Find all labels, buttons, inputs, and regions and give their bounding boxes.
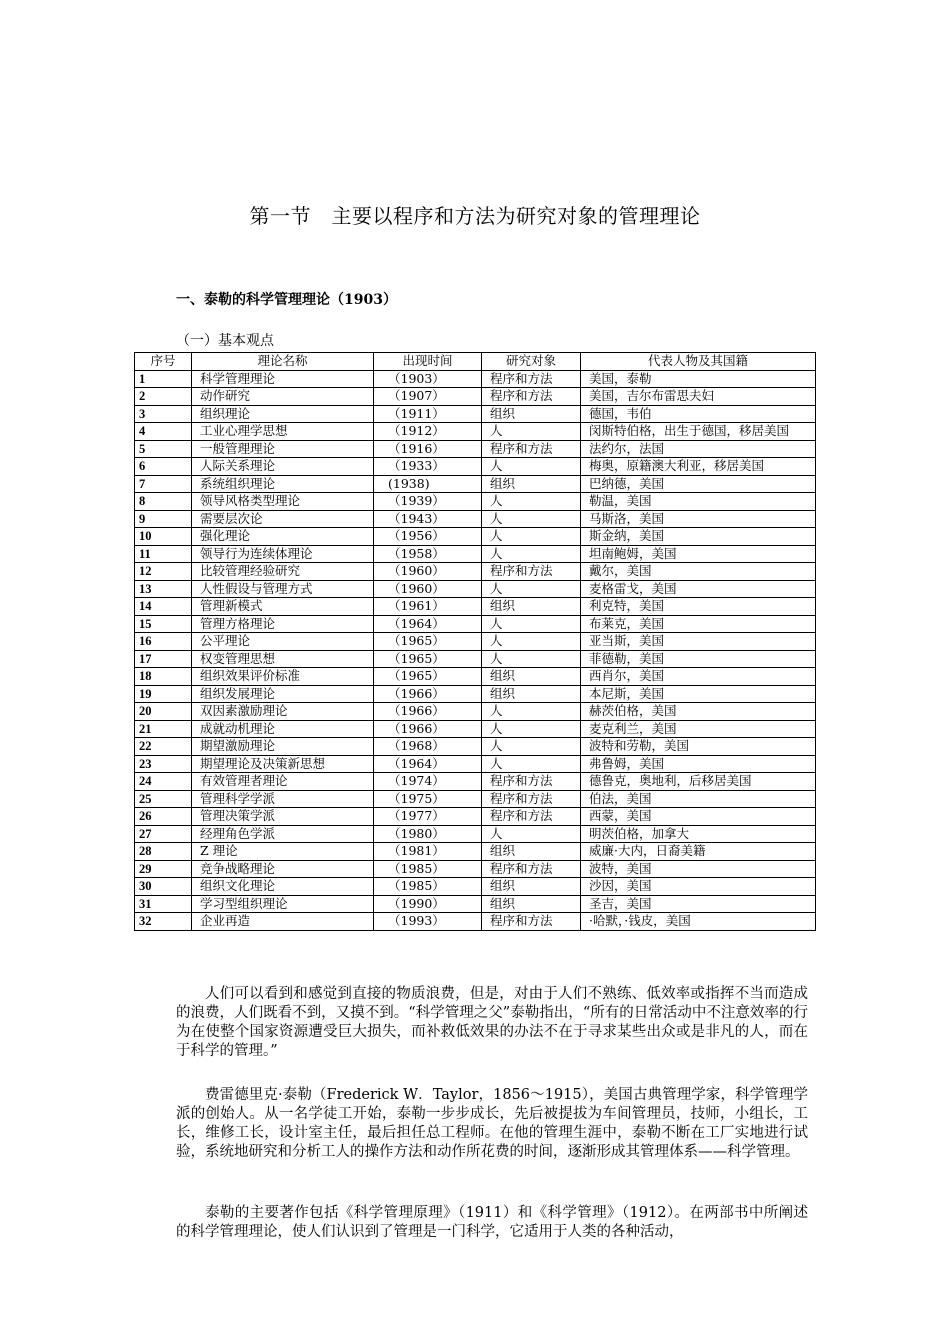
research-object-cell: 程序和方法 — [482, 860, 581, 878]
theory-name-cell: 管理决策学派 — [192, 808, 374, 826]
research-object-cell: 组织 — [482, 475, 581, 493]
theory-name-cell: 组织发展理论 — [192, 685, 374, 703]
table-row — [135, 440, 816, 458]
theory-name-cell: 组织理论 — [192, 405, 374, 423]
theory-year-cell: （1966） — [374, 720, 482, 738]
theory-year-cell: （1912） — [374, 423, 482, 441]
row-number-cell: 23 — [135, 755, 192, 773]
column-header-year: 出现时间 — [374, 353, 482, 371]
research-object-cell: 程序和方法 — [482, 913, 581, 931]
table-row — [135, 580, 816, 598]
theory-name-cell: 双因素激励理论 — [192, 703, 374, 721]
theory-year-cell: （1907） — [374, 388, 482, 406]
row-number-cell: 30 — [135, 878, 192, 896]
theory-year-cell: （1961） — [374, 598, 482, 616]
column-header-object: 研究对象 — [482, 353, 581, 371]
theory-name-cell: 人际关系理论 — [192, 458, 374, 476]
row-number-cell: 12 — [135, 563, 192, 581]
theory-name-cell: 权变管理思想 — [192, 650, 374, 668]
research-object-cell: 组织 — [482, 895, 581, 913]
row-number-cell: 31 — [135, 895, 192, 913]
table-row — [135, 510, 816, 528]
theory-table — [134, 352, 816, 931]
representative-cell: 美国，吉尔布雷思夫妇 — [581, 388, 816, 406]
column-header-people: 代表人物及其国籍 — [581, 353, 816, 371]
column-header-no: 序号 — [135, 353, 192, 371]
table-row — [135, 615, 816, 633]
theory-year-cell: （1903） — [374, 370, 482, 388]
table-body — [135, 370, 816, 930]
table-row — [135, 878, 816, 896]
row-number-cell: 20 — [135, 703, 192, 721]
representative-cell: 圣吉，美国 — [581, 895, 816, 913]
theory-year-cell: （1965） — [374, 650, 482, 668]
theory-year-cell: （1968） — [374, 738, 482, 756]
research-object-cell: 组织 — [482, 843, 581, 861]
row-number-cell: 16 — [135, 633, 192, 651]
paragraph-taylor-works: 泰勒的主要著作包括《科学管理原理》（1911）和《科学管理》（1912）。在两部书中所阐述的科学管理理论，使人们认识到了管理是一门科学，它适用于人类的各种活动， — [176, 1204, 808, 1240]
representative-cell: 本尼斯，美国 — [581, 685, 816, 703]
theory-year-cell: (1938) — [374, 475, 482, 493]
theory-year-cell: （1974） — [374, 773, 482, 791]
row-number-cell: 17 — [135, 650, 192, 668]
theory-year-cell: （1985） — [374, 878, 482, 896]
table-row — [135, 528, 816, 546]
research-object-cell: 程序和方法 — [482, 563, 581, 581]
research-object-cell: 人 — [482, 720, 581, 738]
research-object-cell: 程序和方法 — [482, 773, 581, 791]
table-row — [135, 633, 816, 651]
table-row — [135, 843, 816, 861]
table-row — [135, 388, 816, 406]
row-number-cell: 28 — [135, 843, 192, 861]
table-row — [135, 545, 816, 563]
representative-cell: 西蒙，美国 — [581, 808, 816, 826]
table-row — [135, 790, 816, 808]
research-object-cell: 人 — [482, 738, 581, 756]
row-number-cell: 14 — [135, 598, 192, 616]
table-row — [135, 773, 816, 791]
row-number-cell: 24 — [135, 773, 192, 791]
row-number-cell: 4 — [135, 423, 192, 441]
theory-name-cell: 领导风格类型理论 — [192, 493, 374, 511]
row-number-cell: 1 — [135, 370, 192, 388]
research-object-cell: 程序和方法 — [482, 370, 581, 388]
theory-name-cell: 人性假设与管理方式 — [192, 580, 374, 598]
theory-name-cell: 学习型组织理论 — [192, 895, 374, 913]
representative-cell: 勒温，美国 — [581, 493, 816, 511]
theory-year-cell: （1990） — [374, 895, 482, 913]
theory-year-cell: （1977） — [374, 808, 482, 826]
table-row — [135, 405, 816, 423]
table-row — [135, 458, 816, 476]
representative-cell: 马斯洛，美国 — [581, 510, 816, 528]
theory-year-cell: （1985） — [374, 860, 482, 878]
table-row — [135, 475, 816, 493]
row-number-cell: 29 — [135, 860, 192, 878]
row-number-cell: 13 — [135, 580, 192, 598]
representative-cell: 沙因，美国 — [581, 878, 816, 896]
theory-name-cell: 科学管理理论 — [192, 370, 374, 388]
research-object-cell: 程序和方法 — [482, 388, 581, 406]
theory-name-cell: 一般管理理论 — [192, 440, 374, 458]
research-object-cell: 组织 — [482, 685, 581, 703]
row-number-cell: 19 — [135, 685, 192, 703]
row-number-cell: 18 — [135, 668, 192, 686]
representative-cell: 法约尔，法国 — [581, 440, 816, 458]
row-number-cell: 15 — [135, 615, 192, 633]
theory-name-cell: 管理方格理论 — [192, 615, 374, 633]
research-object-cell: 程序和方法 — [482, 440, 581, 458]
representative-cell: 菲德勒，美国 — [581, 650, 816, 668]
representative-cell: 巴纳德，美国 — [581, 475, 816, 493]
theory-name-cell: 成就动机理论 — [192, 720, 374, 738]
theory-name-cell: 管理科学学派 — [192, 790, 374, 808]
row-number-cell: 5 — [135, 440, 192, 458]
theory-year-cell: （1964） — [374, 615, 482, 633]
row-number-cell: 7 — [135, 475, 192, 493]
row-number-cell: 2 — [135, 388, 192, 406]
theory-year-cell: （1993） — [374, 913, 482, 931]
theory-name-cell: 强化理论 — [192, 528, 374, 546]
row-number-cell: 10 — [135, 528, 192, 546]
representative-cell: 布莱克，美国 — [581, 615, 816, 633]
research-object-cell: 人 — [482, 458, 581, 476]
table-row — [135, 685, 816, 703]
theory-name-cell: 经理角色学派 — [192, 825, 374, 843]
representative-cell: 明茨伯格，加拿大 — [581, 825, 816, 843]
row-number-cell: 11 — [135, 545, 192, 563]
theory-name-cell: 系统组织理论 — [192, 475, 374, 493]
table-row — [135, 738, 816, 756]
theory-year-cell: （1981） — [374, 843, 482, 861]
representative-cell: ·哈默，·钱皮，美国 — [581, 913, 816, 931]
theory-name-cell: 企业再造 — [192, 913, 374, 931]
research-object-cell: 人 — [482, 528, 581, 546]
research-object-cell: 组织 — [482, 668, 581, 686]
row-number-cell: 9 — [135, 510, 192, 528]
research-object-cell: 人 — [482, 703, 581, 721]
theory-year-cell: （1964） — [374, 755, 482, 773]
theory-name-cell: 公平理论 — [192, 633, 374, 651]
representative-cell: 威廉·大内，日裔美籍 — [581, 843, 816, 861]
theory-year-cell: （1956） — [374, 528, 482, 546]
research-object-cell: 人 — [482, 615, 581, 633]
theory-year-cell: （1975） — [374, 790, 482, 808]
theory-name-cell: 期望理论及决策新思想 — [192, 755, 374, 773]
theory-name-cell: 有效管理者理论 — [192, 773, 374, 791]
table-row — [135, 423, 816, 441]
representative-cell: 坦南鲍姆，美国 — [581, 545, 816, 563]
research-object-cell: 组织 — [482, 598, 581, 616]
theory-name-cell: 比较管理经验研究 — [192, 563, 374, 581]
table-row — [135, 860, 816, 878]
representative-cell: 梅奥，原籍澳大利亚，移居美国 — [581, 458, 816, 476]
table-row — [135, 370, 816, 388]
research-object-cell: 人 — [482, 633, 581, 651]
representative-cell: 戴尔，美国 — [581, 563, 816, 581]
theory-name-cell: 期望激励理论 — [192, 738, 374, 756]
representative-cell: 德鲁克，奥地利，后移居美国 — [581, 773, 816, 791]
theory-name-cell: 管理新模式 — [192, 598, 374, 616]
representative-cell: 西肖尔，美国 — [581, 668, 816, 686]
table-row — [135, 493, 816, 511]
representative-cell: 麦克利兰，美国 — [581, 720, 816, 738]
table-row — [135, 668, 816, 686]
table-row — [135, 808, 816, 826]
theory-year-cell: （1916） — [374, 440, 482, 458]
table-row — [135, 755, 816, 773]
representative-cell: 德国，韦伯 — [581, 405, 816, 423]
representative-cell: 斯金纳，美国 — [581, 528, 816, 546]
table-row — [135, 563, 816, 581]
representative-cell: 波特和劳勒，美国 — [581, 738, 816, 756]
research-object-cell: 人 — [482, 493, 581, 511]
representative-cell: 美国，泰勒 — [581, 370, 816, 388]
paragraph-taylor-bio: 费雷德里克·泰勒（Frederick W．Taylor，1856～1915），美国古典管理学家，科学管理学派的创始人。从一名学徒工开始，泰勒一步步成长，先后被提拔为车间管理员，技师，小组长，工长，维修工长，设计室主任，最后担任总工程师。在他的管理生涯中，泰勒不断在工厂实地进行试验，系统地研究和分析工人的操作方法和动作所花费的时间，逐渐形成其管理体系——科学管理。 — [176, 1086, 808, 1160]
theory-name-cell: 组织文化理论 — [192, 878, 374, 896]
research-object-cell: 组织 — [482, 405, 581, 423]
theory-name-cell: 组织效果评价标准 — [192, 668, 374, 686]
representative-cell: 弗鲁姆，美国 — [581, 755, 816, 773]
row-number-cell: 6 — [135, 458, 192, 476]
theory-name-cell: 动作研究 — [192, 388, 374, 406]
theory-year-cell: （1943） — [374, 510, 482, 528]
theory-year-cell: （1965） — [374, 633, 482, 651]
row-number-cell: 27 — [135, 825, 192, 843]
paragraph-waste: 人们可以看到和感觉到直接的物质浪费，但是，对由于人们不熟练、低效率或指挥不当而造成的浪费，人们既看不到，又摸不到。“科学管理之父”泰勒指出，“所有的日常活动中不注意效率的行为在使整个国家资源遭受巨大损失，而补救低效果的办法不在于寻求某些出众或是非凡的人，而在于科学的管理。” — [176, 985, 808, 1059]
theory-year-cell: （1966） — [374, 703, 482, 721]
research-object-cell: 组织 — [482, 878, 581, 896]
representative-cell: 伯法，美国 — [581, 790, 816, 808]
row-number-cell: 21 — [135, 720, 192, 738]
research-object-cell: 人 — [482, 755, 581, 773]
theory-year-cell: （1966） — [374, 685, 482, 703]
row-number-cell: 8 — [135, 493, 192, 511]
representative-cell: 亚当斯，美国 — [581, 633, 816, 651]
row-number-cell: 32 — [135, 913, 192, 931]
representative-cell: 麦格雷戈，美国 — [581, 580, 816, 598]
table-row — [135, 720, 816, 738]
table-row — [135, 703, 816, 721]
row-number-cell: 22 — [135, 738, 192, 756]
research-object-cell: 人 — [482, 580, 581, 598]
theory-year-cell: （1980） — [374, 825, 482, 843]
page-title: 第一节 主要以程序和方法为研究对象的管理理论 — [249, 204, 701, 228]
theory-year-cell: （1960） — [374, 580, 482, 598]
row-number-cell: 25 — [135, 790, 192, 808]
section-heading: 一、泰勒的科学管理理论（1903） — [176, 292, 397, 308]
research-object-cell: 人 — [482, 510, 581, 528]
theory-name-cell: Z 理论 — [192, 843, 374, 861]
column-header-name: 理论名称 — [192, 353, 374, 371]
research-object-cell: 人 — [482, 545, 581, 563]
row-number-cell: 3 — [135, 405, 192, 423]
theory-name-cell: 需要层次论 — [192, 510, 374, 528]
research-object-cell: 人 — [482, 825, 581, 843]
table-row — [135, 825, 816, 843]
theory-year-cell: （1960） — [374, 563, 482, 581]
theory-name-cell: 竞争战略理论 — [192, 860, 374, 878]
theory-name-cell: 工业心理学思想 — [192, 423, 374, 441]
research-object-cell: 人 — [482, 423, 581, 441]
representative-cell: 赫茨伯格，美国 — [581, 703, 816, 721]
research-object-cell: 人 — [482, 650, 581, 668]
theory-year-cell: （1958） — [374, 545, 482, 563]
theory-year-cell: （1939） — [374, 493, 482, 511]
theory-year-cell: （1933） — [374, 458, 482, 476]
theory-name-cell: 领导行为连续体理论 — [192, 545, 374, 563]
table-row — [135, 598, 816, 616]
theory-year-cell: （1911） — [374, 405, 482, 423]
research-object-cell: 程序和方法 — [482, 808, 581, 826]
row-number-cell: 26 — [135, 808, 192, 826]
representative-cell: 利克特，美国 — [581, 598, 816, 616]
theory-year-cell: （1965） — [374, 668, 482, 686]
research-object-cell: 程序和方法 — [482, 790, 581, 808]
table-row — [135, 650, 816, 668]
table-row — [135, 895, 816, 913]
subsection-heading: （一）基本观点 — [176, 333, 274, 349]
representative-cell: 波特，美国 — [581, 860, 816, 878]
table-row — [135, 913, 816, 931]
representative-cell: 闵斯特伯格，出生于德国，移居美国 — [581, 423, 816, 441]
table-header-row — [135, 353, 816, 371]
